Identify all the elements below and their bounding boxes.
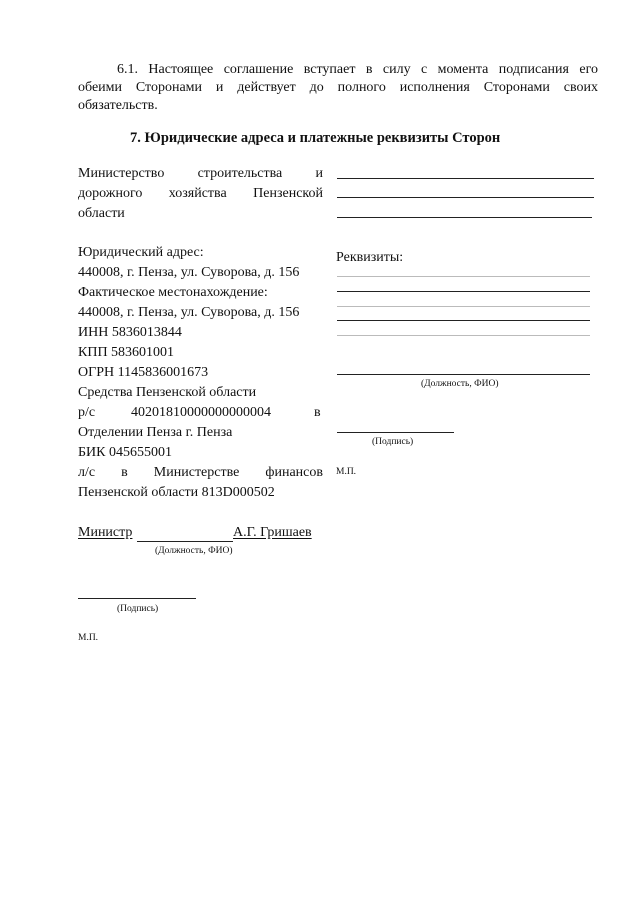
inn-value: ИНН 5836013844 (78, 325, 182, 340)
right-position-line (337, 374, 590, 375)
requisites-line-3 (337, 306, 590, 307)
requisites-line-2 (337, 291, 590, 292)
left-position-caption: (Должность, ФИО) (155, 546, 233, 556)
clause-text-line-3: обязательств. (78, 98, 158, 113)
ogrn-value: ОГРН 1145836001673 (78, 365, 209, 380)
requisites-label: Реквизиты: (336, 250, 404, 265)
account-prefix: р/с (78, 405, 96, 420)
requisites-line-5 (337, 335, 590, 336)
funds-label: Средства Пензенской области (78, 385, 257, 400)
legal-address-label: Юридический адрес: (78, 245, 204, 260)
left-signature-line (78, 598, 196, 599)
right-seal-label: М.П. (336, 467, 357, 477)
left-seal-label: М.П. (78, 633, 99, 643)
right-party-name-line-2 (337, 197, 594, 198)
account-number: 40201810000000000004 (131, 405, 271, 420)
bank-name: Отделении Пенза г. Пенза (78, 425, 233, 440)
right-signature-caption: (Подпись) (372, 437, 414, 447)
personal-account-line-1: л/с в Министерстве финансов (78, 465, 323, 480)
left-signature-caption: (Подпись) (117, 604, 159, 614)
actual-location-label: Фактическое местонахождение: (78, 285, 268, 300)
signatory-position: Министр (78, 525, 133, 540)
actual-location-value: 440008, г. Пенза, ул. Суворова, д. 156 (78, 305, 300, 320)
personal-account-line-2: Пензенской области 813D000502 (78, 485, 275, 500)
right-party-name-line-1 (337, 178, 594, 179)
section-heading: 7. Юридические адреса и платежные реквизиты Сторон (130, 130, 501, 146)
left-party-name-line-1: Министерство строительства и (78, 166, 323, 181)
kpp-value: КПП 583601001 (78, 345, 175, 360)
account-suffix: в (314, 405, 321, 420)
bik-value: БИК 045655001 (78, 445, 172, 460)
clause-text-line-2: обеими Сторонами и действует до полного исполнения Сторонами своих (78, 80, 598, 95)
requisites-line-4 (337, 320, 590, 321)
left-party-name-line-3: области (78, 206, 125, 221)
legal-address-value: 440008, г. Пенза, ул. Суворова, д. 156 (78, 265, 300, 280)
left-party-name-line-2: дорожного хозяйства Пензенской (78, 186, 323, 201)
signatory-name: А.Г. Гришаев (233, 525, 312, 540)
right-party-name-line-3 (337, 217, 592, 218)
right-position-caption: (Должность, ФИО) (421, 379, 499, 389)
clause-text-line-1: 6.1. Настоящее соглашение вступает в силу с момента подписания его (117, 62, 598, 77)
signatory-underline (137, 541, 233, 542)
right-signature-line (337, 432, 454, 433)
requisites-line-1 (337, 276, 590, 277)
